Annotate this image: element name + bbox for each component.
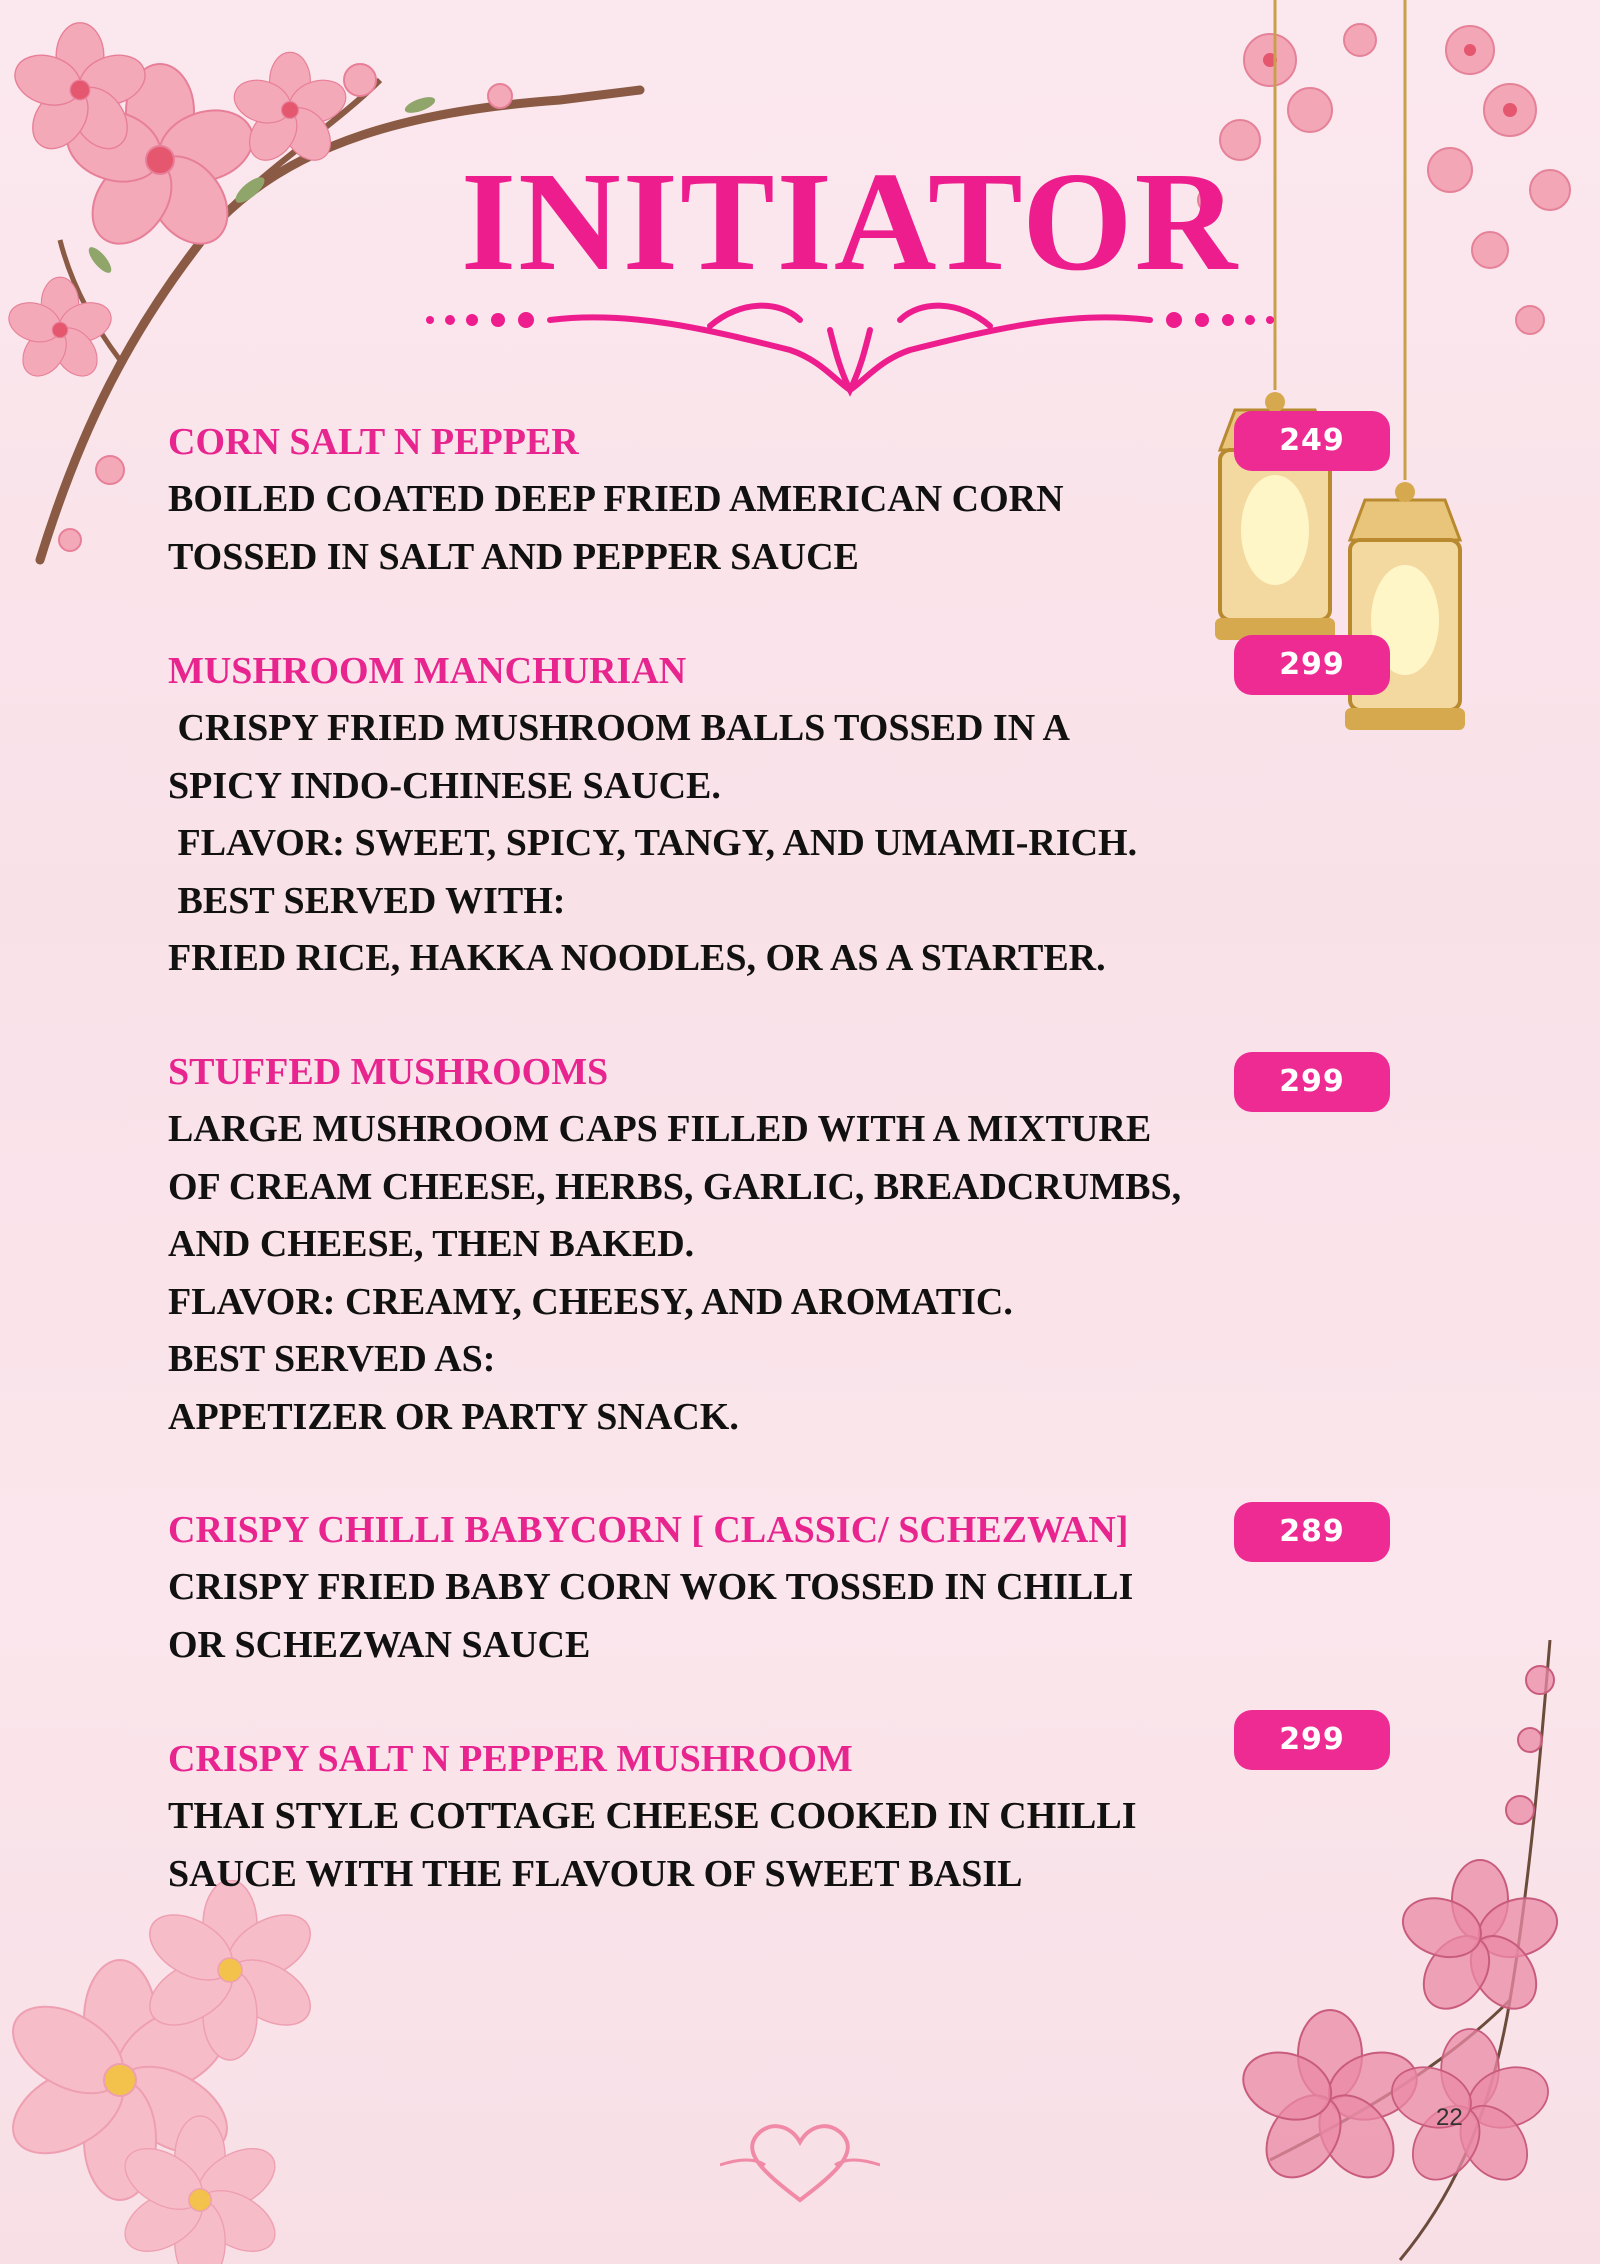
menu-item [168, 1044, 1228, 1446]
item-description-line: THAI STYLE COTTAGE CHEESE COOKED IN CHILLI [168, 1795, 1137, 1837]
menu-item [168, 1731, 1228, 1903]
price-badge: 289 [1234, 1502, 1390, 1562]
pink-cosmos-flowers-icon [0, 1880, 380, 2264]
item-description-line: APPETIZER OR PARTY SNACK. [168, 1395, 739, 1438]
item-description-line: SAUCE WITH THE FLAVOUR OF SWEET BASIL [168, 1852, 1023, 1895]
ornamental-flourish-icon [410, 290, 1290, 400]
item-description-line: LARGE MUSHROOM CAPS FILLED WITH A MIXTURE [168, 1108, 1152, 1150]
item-description-line: OR SCHEZWAN SAUCE [168, 1623, 591, 1666]
item-description-line: FLAVOR: CREAMY, CHEESY, AND AROMATIC. [168, 1280, 1013, 1323]
item-description-line: OF CREAM CHEESE, HERBS, GARLIC, BREADCRUMBS, [168, 1165, 1182, 1208]
item-description-line: FLAVOR: SWEET, SPICY, TANGY, AND UMAMI-RICH. [168, 822, 1138, 864]
item-name: MUSHROOM MANCHURIAN [168, 650, 687, 692]
menu-item [168, 1502, 1228, 1674]
item-description-line: SPICY INDO-CHINESE SAUCE. [168, 764, 721, 807]
heart-ornament-icon [720, 2120, 880, 2210]
item-description-line: BEST SERVED WITH: [168, 879, 566, 922]
page-title: INITIATOR [460, 142, 1240, 300]
item-description-line: BOILED COATED DEEP FRIED AMERICAN CORN [168, 478, 1064, 520]
price-badge: 299 [1234, 1710, 1390, 1770]
price-badge: 299 [1234, 1052, 1390, 1112]
item-description-line: CRISPY FRIED MUSHROOM BALLS TOSSED IN A [168, 707, 1070, 749]
item-name: CORN SALT N PEPPER [168, 421, 579, 463]
item-name: CRISPY CHILLI BABYCORN [ CLASSIC/ SCHEZWAN] [168, 1509, 1129, 1551]
item-description-line: BEST SERVED AS: [168, 1338, 496, 1380]
item-description-line: TOSSED IN SALT AND PEPPER SAUCE [168, 535, 859, 578]
page-number: 22 [1436, 2104, 1463, 2131]
item-name: CRISPY SALT N PEPPER MUSHROOM [168, 1738, 853, 1780]
item-description-line: CRISPY FRIED BABY CORN WOK TOSSED IN CHILLI [168, 1566, 1134, 1608]
price-badge: 249 [1234, 411, 1390, 471]
price-badge: 299 [1234, 635, 1390, 695]
item-name: STUFFED MUSHROOMS [168, 1051, 609, 1093]
item-description-line: AND CHEESE, THEN BAKED. [168, 1223, 695, 1265]
menu-item [168, 643, 1228, 988]
item-description-line: FRIED RICE, HAKKA NOODLES, OR AS A STARTER. [168, 937, 1106, 979]
menu-item [168, 414, 1228, 586]
